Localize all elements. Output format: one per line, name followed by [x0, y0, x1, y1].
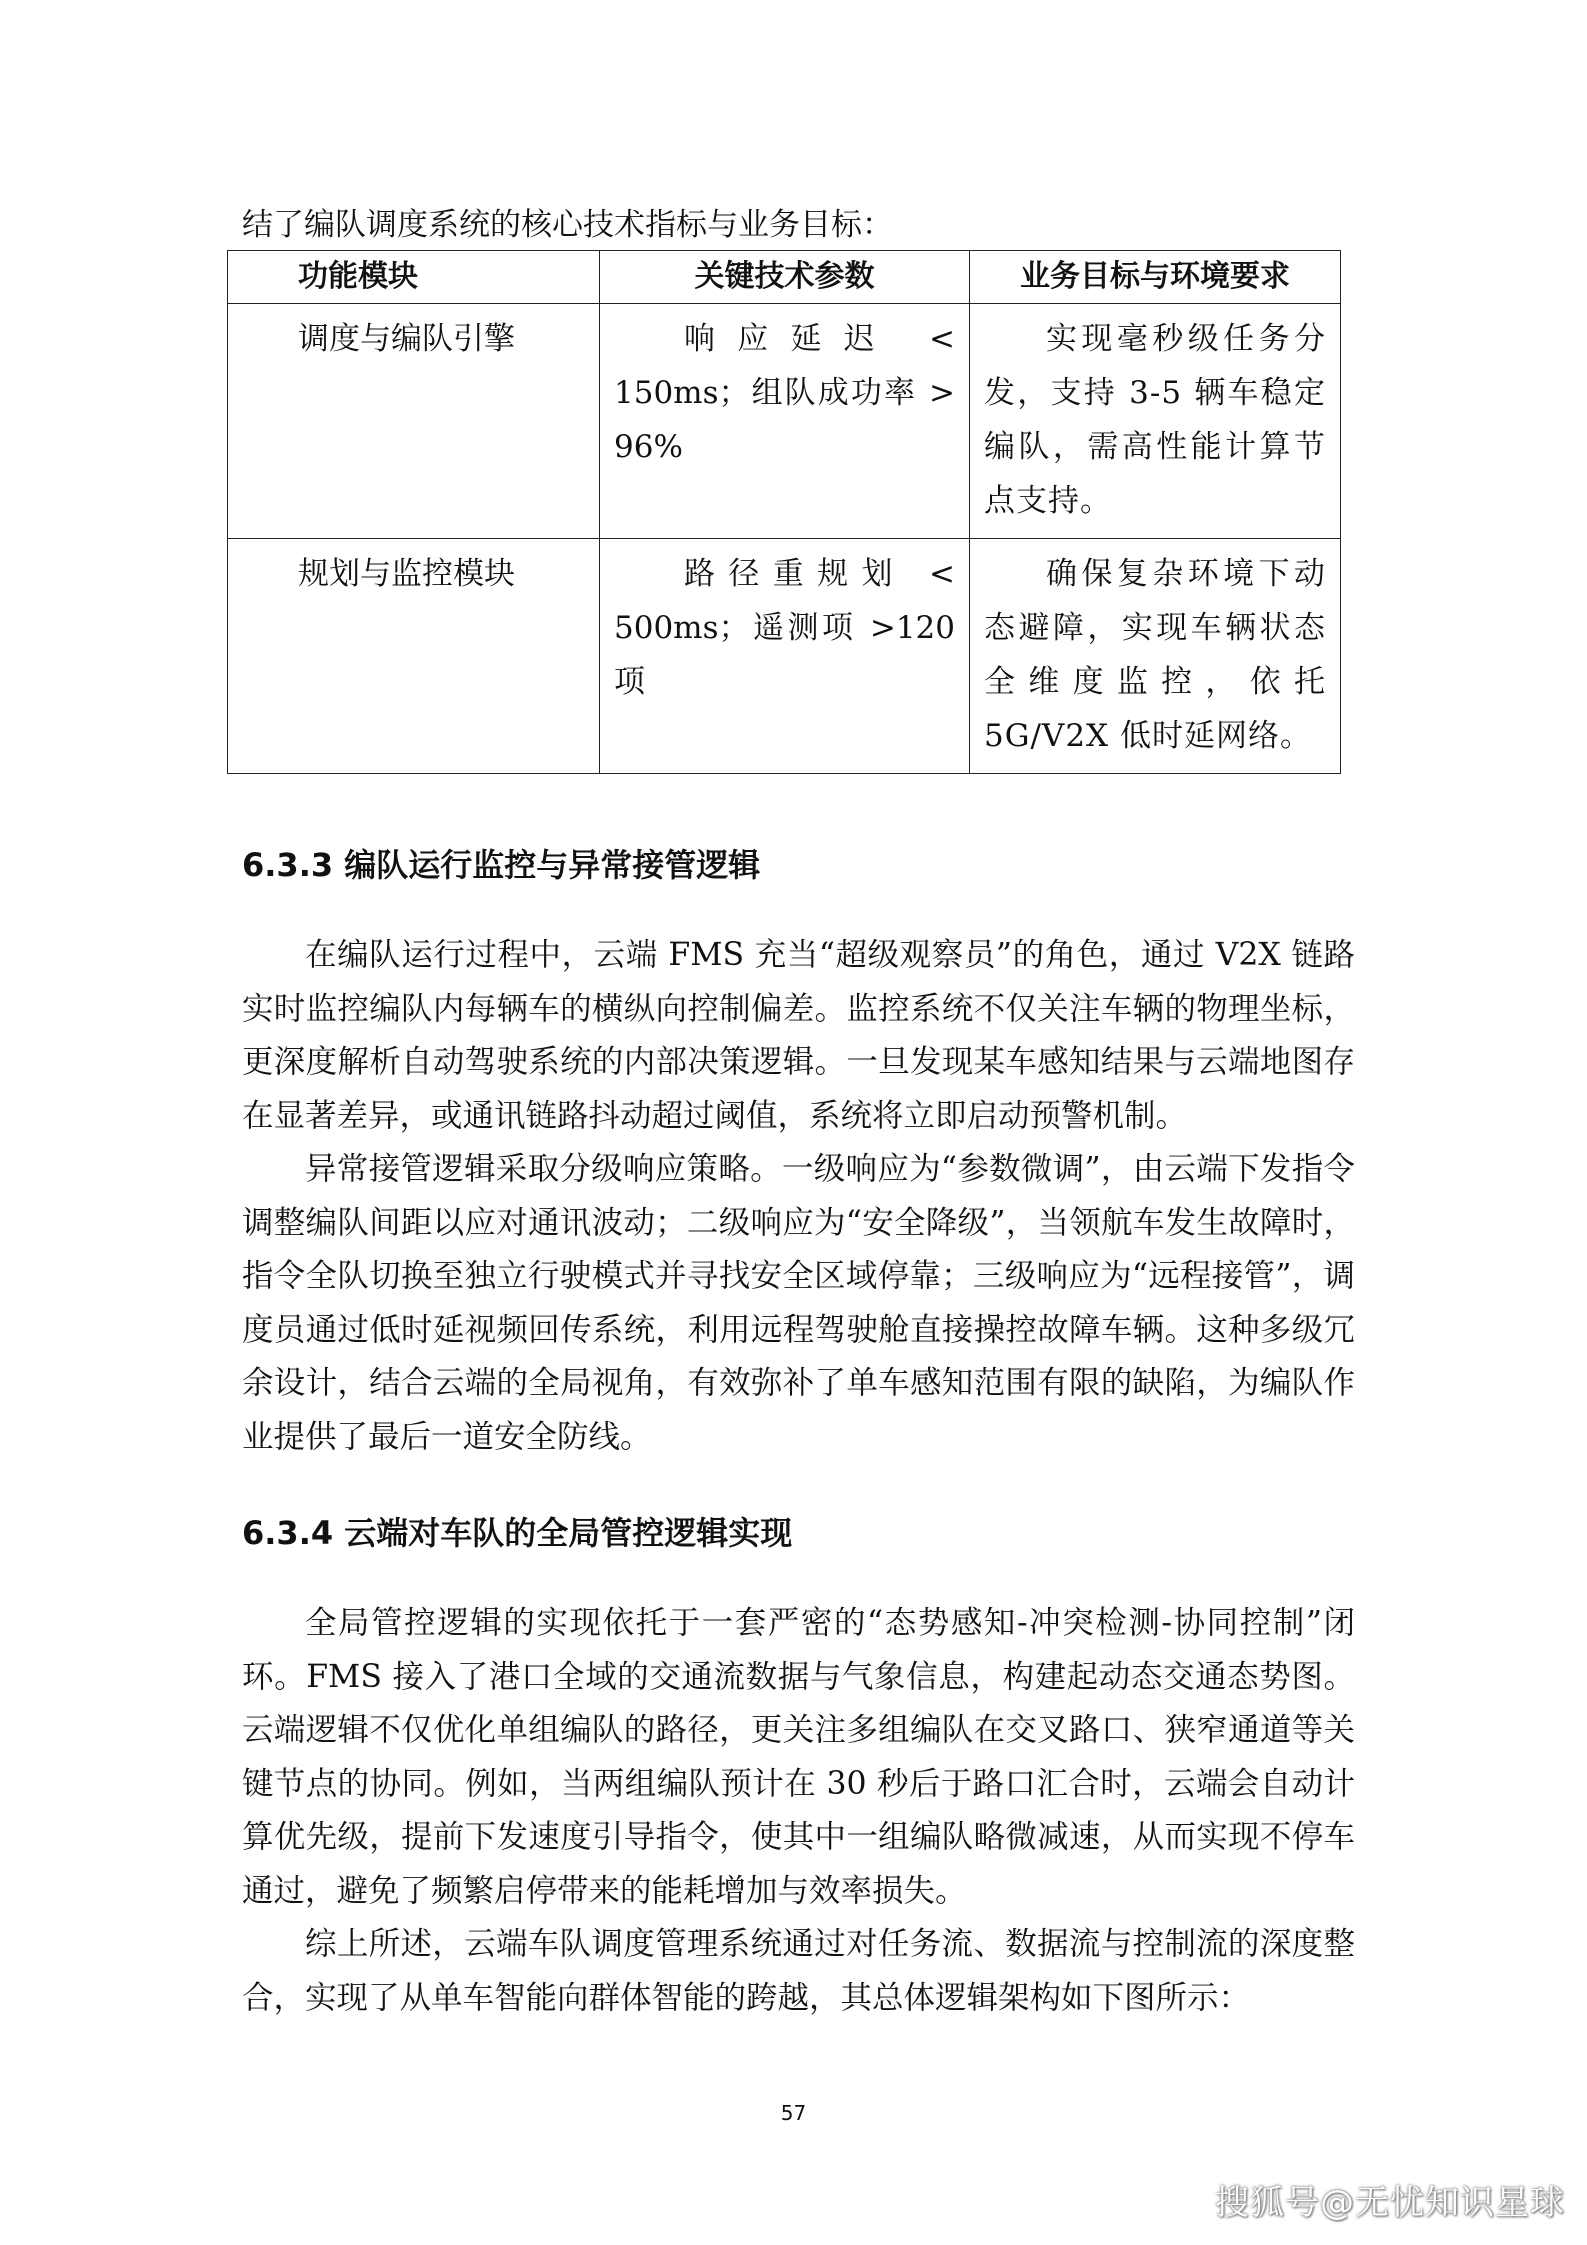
header-module: 功能模块 — [228, 251, 600, 304]
table-row — [228, 539, 1341, 774]
cell-module: 调度与编队引擎 — [228, 304, 600, 539]
watermark: 搜狐号@无忧知识星球 — [1215, 2183, 1565, 2223]
cell-goals: 确保复杂环境下动态避障，实现车辆状态全维度监控，依托 5G/V2X 低时延网络。 — [970, 539, 1341, 774]
cell-goals: 实现毫秒级任务分发，支持 3-5 辆车稳定编队，需高性能计算节点支持。 — [970, 304, 1341, 539]
section-heading-6-3-4: 6.3.4 云端对车队的全局管控逻辑实现 — [242, 1514, 793, 1552]
metrics-table-container — [227, 250, 1340, 774]
header-params: 关键技术参数 — [600, 251, 970, 304]
cell-module: 规划与监控模块 — [228, 539, 600, 774]
metrics-table — [227, 250, 1341, 774]
paragraph: 异常接管逻辑采取分级响应策略。一级响应为“参数微调”，由云端下发指令调整编队间距以应对通讯波动；二级响应为“安全降级”，当领航车发生故障时，指令全队切换至独立行驶模式并寻找安全区域停靠；三级响应为“远程接管”，调度员通过低时延视频回传系统，利用远程驾驶舱直接操控故障车辆。这种多级冗余设计，结合云端的全局视角，有效弥补了单车感知范围有限的缺陷，为编队作业提供了最后一道安全防线。 — [242, 1151, 1355, 1455]
section-heading-6-3-3: 6.3.3 编队运行监控与异常接管逻辑 — [242, 846, 761, 884]
table-header-row — [228, 251, 1341, 304]
paragraph: 综上所述，云端车队调度管理系统通过对任务流、数据流与控制流的深度整合，实现了从单车智能向群体智能的跨越，其总体逻辑架构如下图所示： — [242, 1926, 1355, 2016]
cell-params: 路径重规划 < 500ms；遥测项 >120 项 — [600, 539, 970, 774]
page-number: 57 — [780, 2101, 807, 2125]
intro-text: 结了编队调度系统的核心技术指标与业务目标： — [242, 207, 893, 243]
paragraph: 在编队运行过程中，云端 FMS 充当“超级观察员”的角色，通过 V2X 链路实时监控编队内每辆车的横纵向控制偏差。监控系统不仅关注车辆的物理坐标，更深度解析自动驾驶系统的内部决策逻辑。一旦发现某车感知结果与云端地图存在显著差异，或通讯链路抖动超过阈值，系统将立即启动预警机制。 — [242, 937, 1355, 1134]
table-row — [228, 304, 1341, 539]
paragraph: 全局管控逻辑的实现依托于一套严密的“态势感知-冲突检测-协同控制”闭环。FMS 接入了港口全域的交通流数据与气象信息，构建起动态交通态势图。云端逻辑不仅优化单组编队的路径，更关注多组编队在交叉路口、狭窄通道等关键节点的协同。例如，当两组编队预计在 30 秒后于路口汇合时，云端会自动计算优先级，提前下发速度引导指令，使其中一组编队略微减速，从而实现不停车通过，避免了频繁启停带来的能耗增加与效率损失。 — [242, 1605, 1355, 1909]
cell-params: 响应延迟 < 150ms；组队成功率 > 96% — [600, 304, 970, 539]
header-goals: 业务目标与环境要求 — [970, 251, 1341, 304]
